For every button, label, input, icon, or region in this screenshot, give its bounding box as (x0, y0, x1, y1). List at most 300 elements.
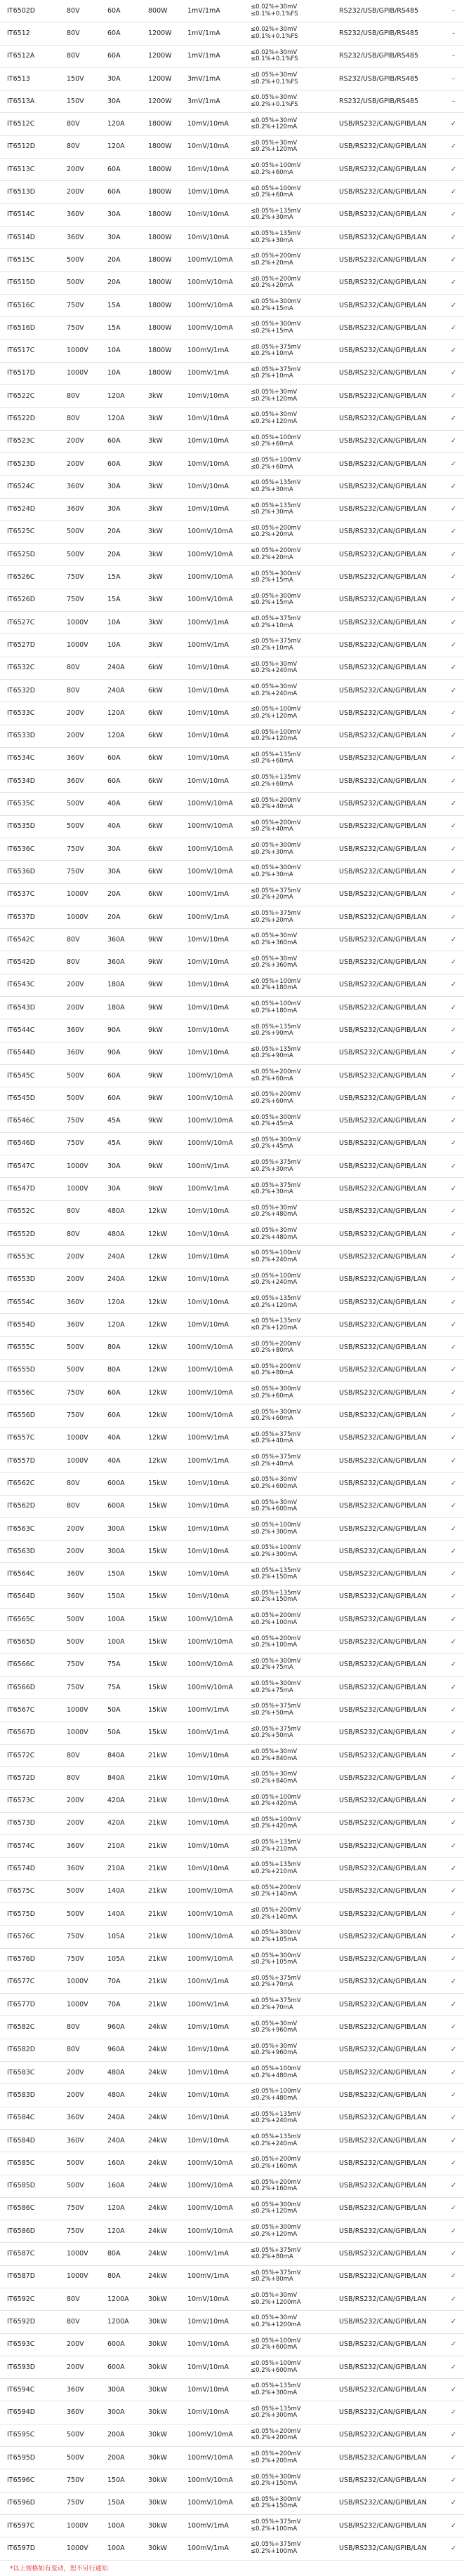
table-row (0, 566, 464, 589)
accuracy-voltage: ≤0.05%+200mV (251, 1091, 301, 1099)
accuracy-voltage: ≤0.05%+200mV (251, 1362, 301, 1370)
table-row (0, 1812, 464, 1834)
checkmark-icon: ✓ (443, 929, 464, 951)
cell-accuracy (246, 135, 332, 158)
accuracy-current: ≤0.2%+60mA (251, 758, 293, 765)
checkmark-icon: ✓ (443, 317, 464, 340)
cell-model: IT6563C (0, 1517, 60, 1540)
cell-model: IT6542C (0, 929, 60, 951)
cell-voltage: 200V (60, 1517, 100, 1540)
cell-power: 1800W (141, 226, 180, 248)
table-row (0, 1676, 464, 1698)
cell-accuracy (246, 883, 332, 906)
accuracy-current: ≤0.2%+140mA (251, 1913, 298, 1921)
cell-voltage: 360V (60, 2129, 100, 2152)
table-row (0, 2333, 464, 2356)
cell-power: 6kW (141, 861, 180, 883)
accuracy-voltage: ≤0.05%+100mV (251, 434, 301, 441)
accuracy-voltage: ≤0.05%+300mV (251, 1136, 301, 1143)
cell-accuracy (246, 2016, 332, 2039)
cell-interface: USB/RS232/CAN/GPIB/LAN (332, 974, 443, 996)
accuracy-current: ≤0.2%+45mA (251, 1143, 293, 1151)
cell-accuracy (246, 1223, 332, 1246)
cell-current: 30A (100, 476, 141, 498)
cell-accuracy (246, 1042, 332, 1064)
cell-accuracy (246, 702, 332, 725)
cell-model: IT6536C (0, 838, 60, 860)
cell-resolution: 10mV/10mA (180, 203, 246, 226)
cell-resolution: 10mV/10mA (180, 1042, 246, 1064)
accuracy-current: ≤0.2%+840mA (251, 1755, 298, 1762)
accuracy-current: ≤0.2%+15mA (251, 577, 293, 584)
checkmark-icon: ✓ (443, 770, 464, 793)
table-row (0, 929, 464, 951)
accuracy-voltage: ≤0.05%+135mV (251, 479, 301, 487)
table-row (0, 1767, 464, 1790)
table-row (0, 1948, 464, 1971)
checkmark-icon: ✓ (443, 2492, 464, 2514)
table-row (0, 2447, 464, 2469)
cell-current: 20A (100, 271, 141, 294)
cell-current: 300A (100, 1517, 141, 1540)
cell-power: 15kW (141, 1495, 180, 1517)
cell-voltage: 1000V (60, 2514, 100, 2537)
cell-interface: USB/RS232/CAN/GPIB/LAN (332, 997, 443, 1019)
table-row (0, 2107, 464, 2129)
table-row (0, 1971, 464, 1993)
table-row (0, 181, 464, 203)
cell-power: 12kW (141, 1382, 180, 1404)
cell-model: IT6577C (0, 1971, 60, 1993)
cell-resolution: 100mV/10mA (180, 1132, 246, 1155)
cell-power: 30kW (141, 2333, 180, 2356)
cell-voltage: 500V (60, 815, 100, 838)
cell-accuracy (246, 861, 332, 883)
cell-current: 75A (100, 1653, 141, 1676)
cell-current: 1200A (100, 2311, 141, 2333)
accuracy-voltage: ≤0.05%+200mV (251, 2427, 301, 2435)
cell-accuracy (246, 2333, 332, 2356)
cell-voltage: 360V (60, 2379, 100, 2401)
cell-model: IT6574C (0, 1835, 60, 1858)
table-row (0, 1541, 464, 1563)
accuracy-voltage: ≤0.05%+135mV (251, 230, 301, 238)
checkmark-icon: ✓ (443, 1336, 464, 1359)
checkmark-icon: ✓ (443, 2152, 464, 2175)
cell-accuracy (246, 1835, 332, 1858)
accuracy-voltage: ≤0.05%+135mV (251, 1861, 301, 1869)
accuracy-voltage: ≤0.05%+200mV (251, 253, 301, 260)
cell-accuracy (246, 2197, 332, 2220)
accuracy-current: ≤0.2%+15mA (251, 304, 293, 312)
cell-current: 480A (100, 1223, 141, 1246)
checkmark-icon: ✓ (443, 838, 464, 860)
cell-model: IT6527D (0, 634, 60, 657)
table-row (0, 1064, 464, 1087)
cell-power: 15kW (141, 1722, 180, 1744)
cell-voltage: 80V (60, 657, 100, 679)
accuracy-current: ≤0.2%+150mA (251, 1596, 298, 1604)
accuracy-current: ≤0.2%+40mA (251, 803, 293, 811)
table-row (0, 2243, 464, 2265)
accuracy-current: ≤0.2%+120mA (251, 2208, 298, 2215)
cell-power: 6kW (141, 883, 180, 906)
cell-current: 60A (100, 1064, 141, 1087)
cell-interface: USB/RS232/CAN/GPIB/LAN (332, 1563, 443, 1585)
table-row (0, 452, 464, 475)
checkmark-icon: ✓ (443, 1110, 464, 1132)
cell-interface: USB/RS232/CAN/GPIB/LAN (332, 838, 443, 860)
cell-power: 12kW (141, 1200, 180, 1223)
accuracy-current: ≤0.2%+15mA (251, 599, 293, 607)
checkmark-icon: ✓ (443, 2175, 464, 2197)
cell-resolution: 100mV/1mA (180, 1178, 246, 1200)
accuracy-voltage: ≤0.05%+300mV (251, 2495, 301, 2503)
accuracy-voltage: ≤0.05%+375mV (251, 1454, 301, 1461)
cell-power: 24kW (141, 2152, 180, 2175)
accuracy-voltage: ≤0.05%+375mV (251, 1159, 301, 1167)
cell-power: 30kW (141, 2424, 180, 2446)
accuracy-voltage: ≤0.05%+135mV (251, 1295, 301, 1303)
cell-accuracy (246, 67, 332, 90)
cell-current: 30A (100, 203, 141, 226)
table-row (0, 1495, 464, 1517)
cell-voltage: 1000V (60, 1994, 100, 2016)
checkmark-icon: ✓ (443, 2333, 464, 2356)
cell-interface: USB/RS232/CAN/GPIB/LAN (332, 2333, 443, 2356)
cell-resolution: 100mV/10mA (180, 2469, 246, 2492)
cell-interface: USB/RS232/CAN/GPIB/LAN (332, 1473, 443, 1495)
cell-interface: USB/RS232/CAN/GPIB/LAN (332, 1858, 443, 1880)
cell-current: 80A (100, 2243, 141, 2265)
cell-resolution: 10mV/10mA (180, 2039, 246, 2061)
cell-resolution: 100mV/10mA (180, 861, 246, 883)
accuracy-current: ≤0.2%+100mA (251, 2525, 298, 2533)
cell-voltage: 200V (60, 430, 100, 452)
accuracy-current: ≤0.2%+360mA (251, 939, 298, 946)
cell-power: 15kW (141, 1563, 180, 1585)
cell-current: 840A (100, 1744, 141, 1766)
cell-accuracy (246, 1903, 332, 1925)
checkmark-icon: ✓ (443, 1495, 464, 1517)
cell-power: 1800W (141, 203, 180, 226)
table-row (0, 1744, 464, 1766)
cell-resolution: 10mV/10mA (180, 498, 246, 521)
cell-current: 180A (100, 974, 141, 996)
accuracy-current: ≤0.2%+120mA (251, 2230, 298, 2238)
checkmark-icon: ✓ (443, 1450, 464, 1473)
cell-model: IT6574D (0, 1858, 60, 1880)
cell-interface: USB/RS232/CAN/GPIB/LAN (332, 2062, 443, 2084)
cell-resolution: 10mV/10mA (180, 226, 246, 248)
cell-accuracy (246, 1699, 332, 1722)
accuracy-current: ≤0.2%+30mA (251, 1165, 293, 1173)
cell-interface: USB/RS232/CAN/GPIB/LAN (332, 1676, 443, 1698)
cell-power: 15kW (141, 1676, 180, 1698)
accuracy-current: ≤0.2%+60mA (251, 463, 293, 471)
cell-model: IT6567C (0, 1699, 60, 1722)
cell-model: IT6573C (0, 1790, 60, 1812)
accuracy-voltage: ≤0.05%+135mV (251, 751, 301, 758)
accuracy-voltage: ≤0.05%+375mV (251, 1430, 301, 1438)
cell-voltage: 200V (60, 1268, 100, 1291)
cell-resolution: 10mV/10mA (180, 747, 246, 770)
cell-power: 1200W (141, 90, 180, 113)
cell-interface: USB/RS232/CAN/GPIB/LAN (332, 2243, 443, 2265)
cell-resolution: 10mV/10mA (180, 2016, 246, 2039)
accuracy-voltage: ≤0.05%+100mV (251, 2065, 301, 2073)
cell-resolution: 10mV/10mA (180, 2288, 246, 2310)
cell-resolution: 10mV/10mA (180, 679, 246, 702)
cell-accuracy (246, 1359, 332, 1381)
cell-accuracy (246, 1653, 332, 1676)
table-row (0, 634, 464, 657)
cell-power: 15kW (141, 1585, 180, 1608)
cell-model: IT6535D (0, 815, 60, 838)
cell-model: IT6583C (0, 2062, 60, 2084)
accuracy-voltage: ≤0.05%+30mV (251, 1476, 298, 1484)
table-row (0, 294, 464, 316)
cell-model: IT6526C (0, 566, 60, 589)
cell-model: IT6536D (0, 861, 60, 883)
accuracy-current: ≤0.2%+480mA (251, 2094, 298, 2102)
accuracy-voltage: ≤0.05%+300mV (251, 570, 301, 577)
cell-resolution: 100mV/10mA (180, 1064, 246, 1087)
cell-voltage: 750V (60, 2197, 100, 2220)
table-row (0, 612, 464, 634)
accuracy-current: ≤0.2%+10mA (251, 644, 293, 652)
cell-model: IT6586C (0, 2197, 60, 2220)
cell-current: 40A (100, 1427, 141, 1449)
cell-voltage: 1000V (60, 1427, 100, 1449)
cell-voltage: 360V (60, 1835, 100, 1858)
cell-power: 9kW (141, 1178, 180, 1200)
table-row (0, 1427, 464, 1449)
cell-accuracy (246, 498, 332, 521)
accuracy-voltage: ≤0.02%+30mV (251, 48, 298, 56)
checkmark-icon: ✓ (443, 657, 464, 679)
cell-model: IT6556C (0, 1382, 60, 1404)
cell-resolution: 100mV/10mA (180, 2492, 246, 2514)
cell-power: 6kW (141, 725, 180, 747)
cell-interface: USB/RS232/CAN/GPIB/LAN (332, 1155, 443, 1178)
cell-resolution: 100mV/1mA (180, 1722, 246, 1744)
accuracy-voltage: ≤0.05%+300mV (251, 864, 301, 872)
accuracy-voltage: ≤0.05%+135mV (251, 2133, 301, 2141)
cell-model: IT6527C (0, 612, 60, 634)
cell-interface: USB/RS232/CAN/GPIB/LAN (332, 1903, 443, 1925)
cell-accuracy (246, 385, 332, 408)
cell-current: 960A (100, 2039, 141, 2061)
cell-interface: USB/RS232/CAN/GPIB/LAN (332, 2514, 443, 2537)
cell-voltage: 500V (60, 2424, 100, 2446)
cell-model: IT6566C (0, 1653, 60, 1676)
checkmark-icon: ✓ (443, 249, 464, 271)
table-row (0, 2175, 464, 2197)
cell-model: IT6565C (0, 1609, 60, 1631)
cell-voltage: 500V (60, 249, 100, 271)
table-row (0, 1994, 464, 2016)
cell-model: IT6572C (0, 1744, 60, 1766)
cell-resolution: 10mV/10mA (180, 1563, 246, 1585)
cell-voltage: 360V (60, 1314, 100, 1336)
cell-current: 200A (100, 2424, 141, 2446)
cell-resolution: 100mV/10mA (180, 317, 246, 340)
cell-current: 480A (100, 2062, 141, 2084)
cell-model: IT6525C (0, 521, 60, 543)
cell-current: 120A (100, 385, 141, 408)
accuracy-voltage: ≤0.05%+200mV (251, 819, 301, 826)
accuracy-voltage: ≤0.05%+375mV (251, 1703, 301, 1710)
checkmark-icon: ✓ (443, 1994, 464, 2016)
cell-accuracy (246, 929, 332, 951)
cell-interface: USB/RS232/CAN/GPIB/LAN (332, 1926, 443, 1948)
cell-voltage: 500V (60, 1359, 100, 1381)
checkmark-icon: ✓ (443, 1676, 464, 1698)
accuracy-current: ≤0.1%+0.1%FS (251, 32, 298, 40)
table-row (0, 2129, 464, 2152)
accuracy-voltage: ≤0.05%+135mV (251, 2382, 301, 2390)
cell-current: 1200A (100, 2288, 141, 2310)
checkmark-icon: ✓ (443, 679, 464, 702)
cell-voltage: 200V (60, 2084, 100, 2107)
accuracy-current: ≤0.2%+60mA (251, 1392, 293, 1400)
accuracy-current: ≤0.2%+20mA (251, 894, 293, 901)
cell-model: IT6564C (0, 1563, 60, 1585)
accuracy-current: ≤0.2%+240mA (251, 2140, 298, 2147)
cell-voltage: 500V (60, 1609, 100, 1631)
cell-power: 30kW (141, 2401, 180, 2424)
accuracy-voltage: ≤0.05%+300mV (251, 2473, 301, 2481)
accuracy-current: ≤0.2%+240mA (251, 2117, 298, 2125)
cell-resolution: 100mV/10mA (180, 1631, 246, 1653)
cell-power: 6kW (141, 657, 180, 679)
cell-interface: USB/RS232/CAN/GPIB/LAN (332, 1495, 443, 1517)
checkmark-icon: ✓ (443, 1790, 464, 1812)
accuracy-voltage: ≤0.05%+100mV (251, 2088, 301, 2095)
cell-power: 1800W (141, 271, 180, 294)
cell-accuracy (246, 90, 332, 113)
cell-resolution: 10mV/10mA (180, 974, 246, 996)
cell-current: 210A (100, 1858, 141, 1880)
cell-current: 60A (100, 181, 141, 203)
cell-accuracy (246, 452, 332, 475)
checkmark-icon: ✓ (443, 1427, 464, 1449)
cell-voltage: 80V (60, 408, 100, 430)
cell-accuracy (246, 679, 332, 702)
cell-accuracy (246, 2152, 332, 2175)
cell-current: 50A (100, 1722, 141, 1744)
cell-power: 12kW (141, 1268, 180, 1291)
cell-model: IT6534C (0, 747, 60, 770)
cell-accuracy (246, 430, 332, 452)
table-row (0, 2424, 464, 2446)
cell-accuracy (246, 203, 332, 226)
accuracy-voltage: ≤0.05%+375mV (251, 365, 301, 373)
cell-resolution: 10mV/10mA (180, 408, 246, 430)
cell-power: 24kW (141, 2129, 180, 2152)
cell-current: 600A (100, 2356, 141, 2378)
checkmark-icon: ✓ (443, 1858, 464, 1880)
cell-power: 15kW (141, 1653, 180, 1676)
cell-accuracy (246, 1971, 332, 1993)
accuracy-current: ≤0.2%+60mA (251, 168, 293, 176)
table-row (0, 362, 464, 384)
cell-interface: USB/RS232/CAN/GPIB/LAN (332, 1517, 443, 1540)
table-row (0, 430, 464, 452)
cell-resolution: 100mV/10mA (180, 1926, 246, 1948)
cell-power: 21kW (141, 1835, 180, 1858)
cell-voltage: 80V (60, 1223, 100, 1246)
cell-voltage: 750V (60, 1653, 100, 1676)
checkmark-icon: ✓ (443, 1473, 464, 1495)
cell-power: 30kW (141, 2379, 180, 2401)
cell-voltage: 1000V (60, 906, 100, 928)
cell-current: 15A (100, 566, 141, 589)
cell-power: 800W (141, 0, 180, 22)
cell-accuracy (246, 317, 332, 340)
cell-current: 10A (100, 340, 141, 362)
checkmark-icon: ✓ (443, 1087, 464, 1110)
accuracy-voltage: ≤0.05%+200mV (251, 524, 301, 532)
cell-current: 60A (100, 747, 141, 770)
accuracy-voltage: ≤0.05%+300mV (251, 842, 301, 850)
cell-current: 60A (100, 45, 141, 67)
accuracy-current: ≤0.2%+80mA (251, 1369, 293, 1377)
cell-power: 21kW (141, 1971, 180, 1993)
cell-accuracy (246, 1495, 332, 1517)
cell-power: 6kW (141, 838, 180, 860)
cell-power: 30kW (141, 2514, 180, 2537)
cell-resolution: 10mV/10mA (180, 951, 246, 974)
cell-power: 1800W (141, 113, 180, 135)
cell-voltage: 200V (60, 702, 100, 725)
cell-accuracy (246, 408, 332, 430)
cell-accuracy (246, 1948, 332, 1971)
table-row (0, 317, 464, 340)
cell-resolution: 10mV/10mA (180, 1019, 246, 1042)
accuracy-current: ≤0.2%+1200mA (251, 2321, 301, 2328)
accuracy-voltage: ≤0.05%+30mV (251, 1771, 298, 1778)
accuracy-voltage: ≤0.05%+200mV (251, 1884, 301, 1891)
accuracy-voltage: ≤0.05%+135mV (251, 1045, 301, 1053)
cell-power: 1800W (141, 135, 180, 158)
cell-power: 24kW (141, 2197, 180, 2220)
table-row (0, 249, 464, 271)
table-row (0, 2016, 464, 2039)
accuracy-current: ≤0.2%+420mA (251, 1823, 298, 1830)
accuracy-current: ≤0.2%+40mA (251, 1437, 293, 1445)
cell-interface: USB/RS232/CAN/GPIB/LAN (332, 1132, 443, 1155)
cell-voltage: 500V (60, 1631, 100, 1653)
accuracy-voltage: ≤0.05%+375mV (251, 1181, 301, 1189)
checkmark-icon: ✓ (443, 135, 464, 158)
accuracy-current: ≤0.2%+0.1%FS (251, 78, 298, 86)
accuracy-current: ≤0.2%+180mA (251, 1007, 298, 1014)
cell-resolution: 10mV/10mA (180, 159, 246, 181)
cell-power: 3kW (141, 544, 180, 566)
cell-voltage: 500V (60, 1336, 100, 1359)
cell-power: 12kW (141, 1450, 180, 1473)
cell-accuracy (246, 1790, 332, 1812)
table-row (0, 1336, 464, 1359)
cell-model: IT6547D (0, 1178, 60, 1200)
checkmark-icon: ✓ (443, 1812, 464, 1834)
cell-current: 60A (100, 1382, 141, 1404)
accuracy-current: ≤0.2%+30mA (251, 509, 293, 516)
table-row (0, 90, 464, 113)
accuracy-voltage: ≤0.05%+100mV (251, 1544, 301, 1552)
